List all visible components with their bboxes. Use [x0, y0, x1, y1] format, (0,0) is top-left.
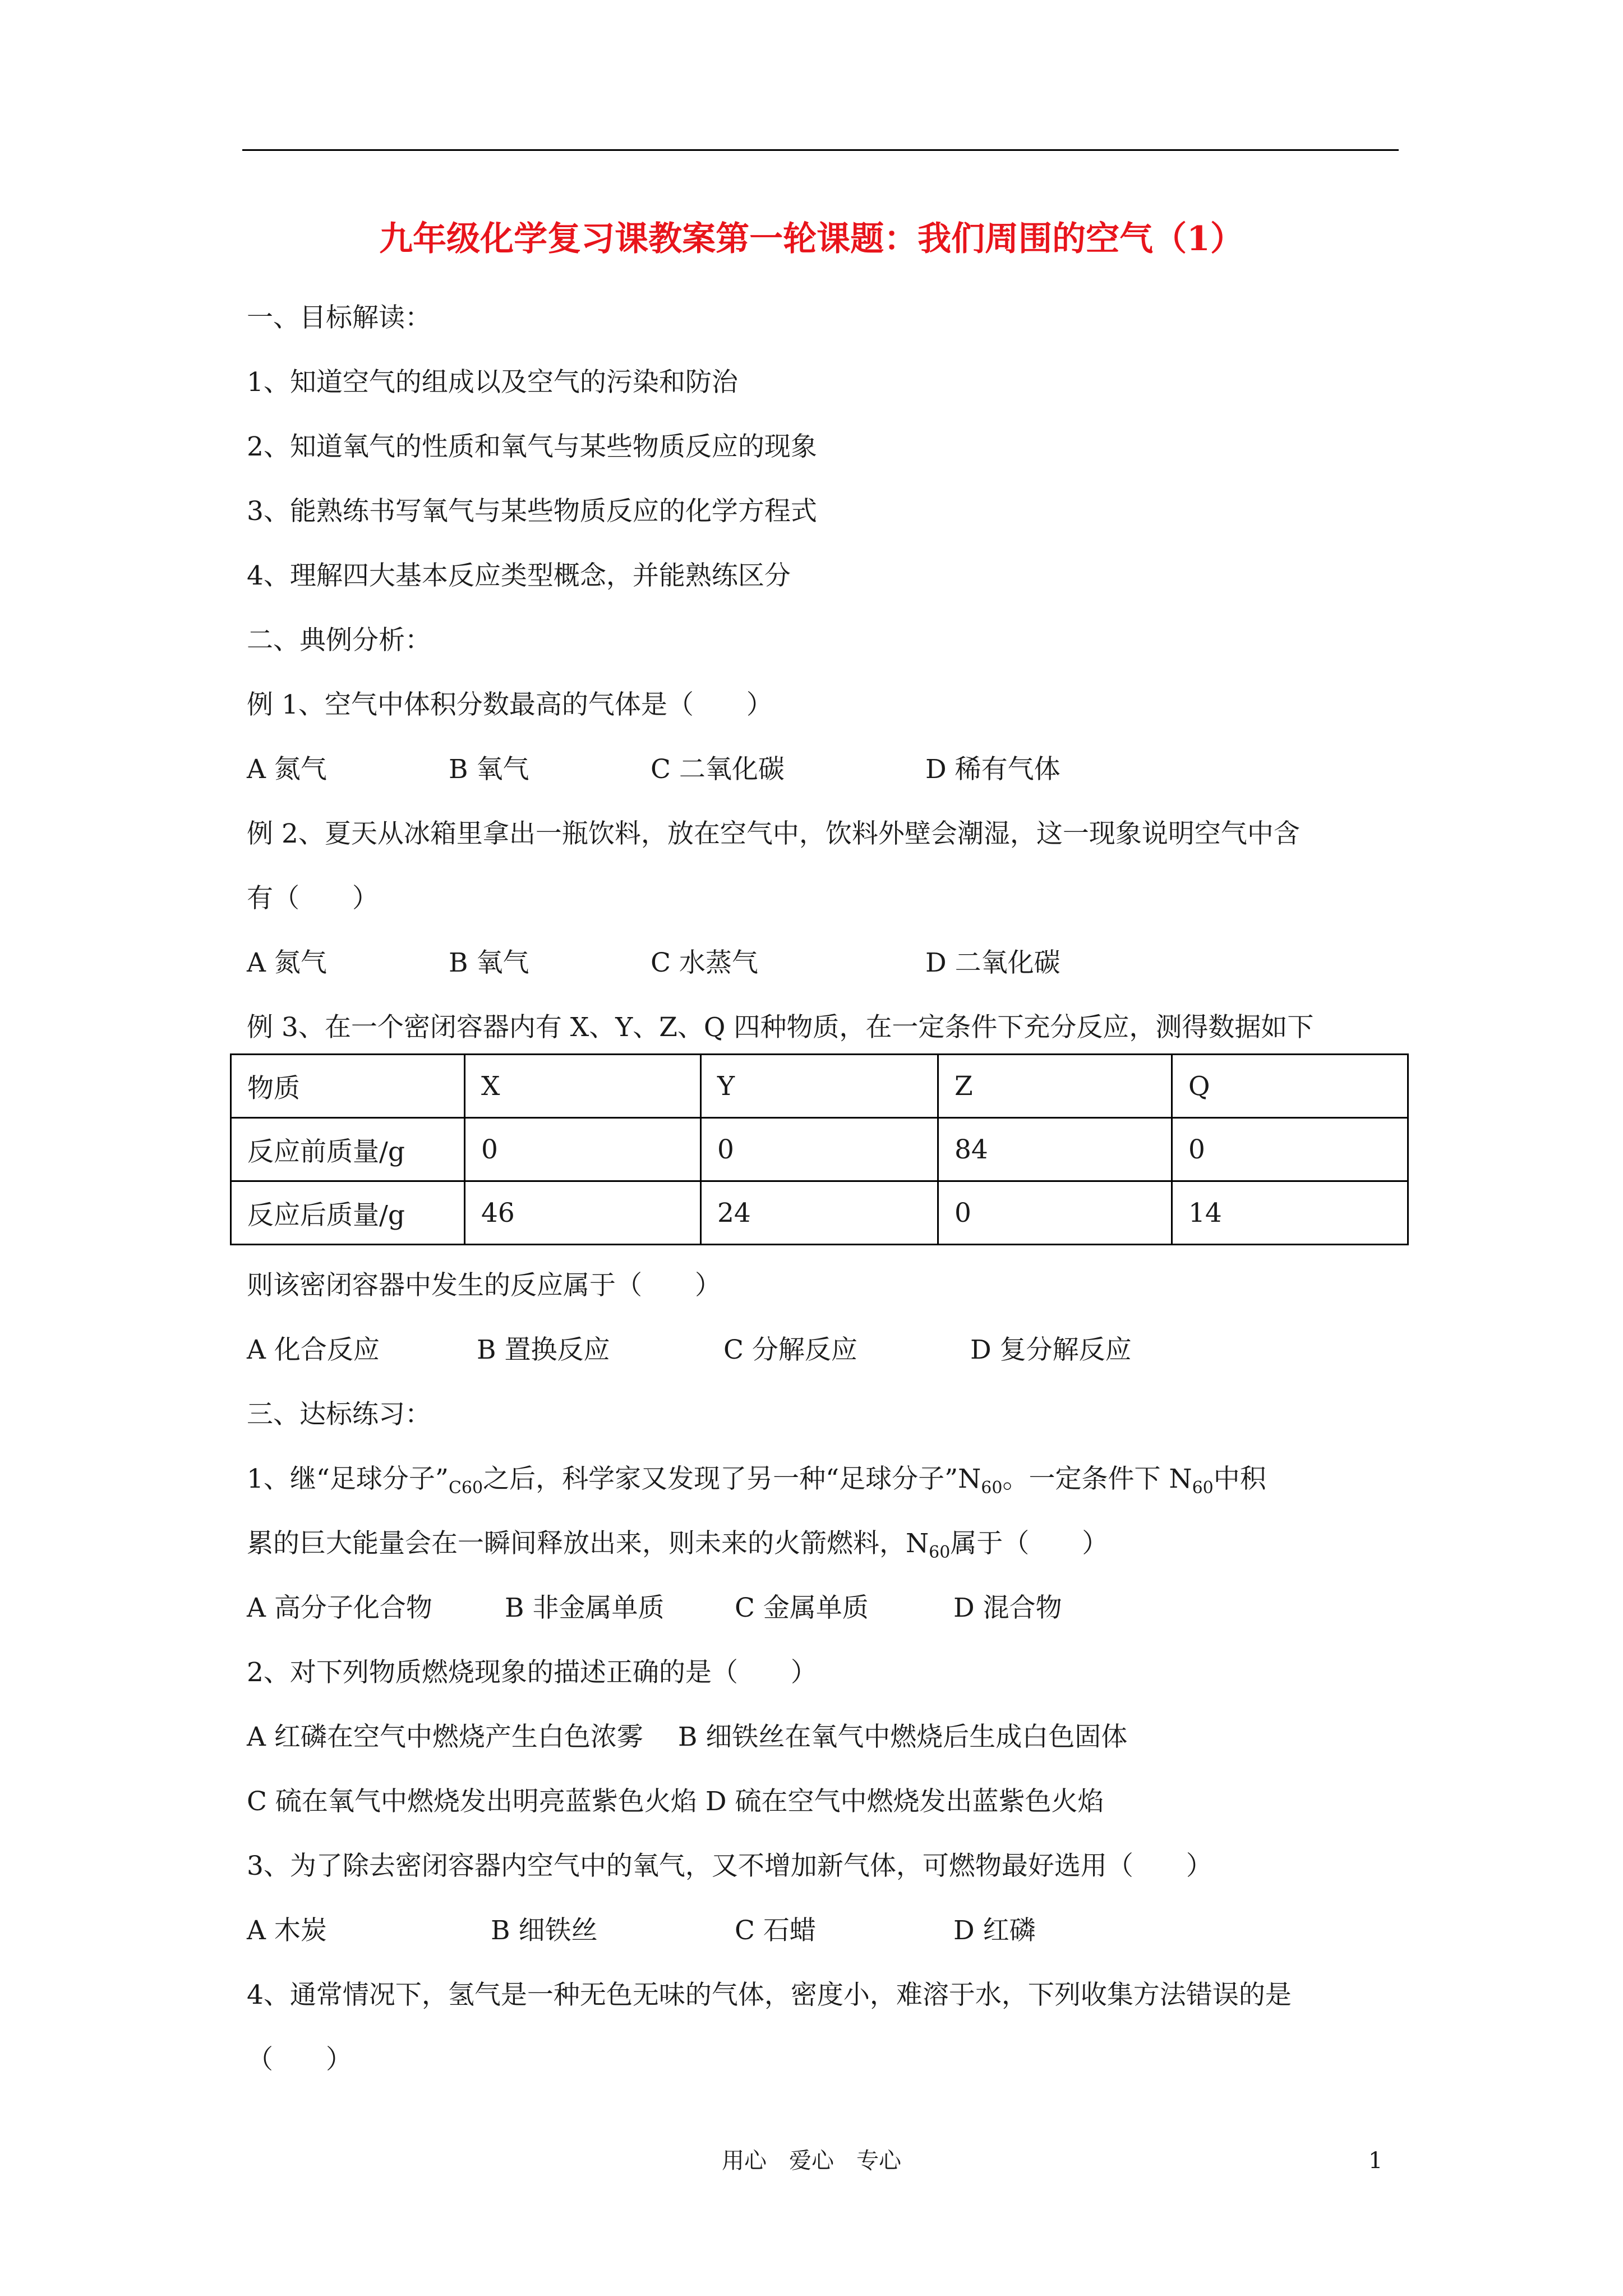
practice-2-options-cd: C 硫在氧气中燃烧发出明亮蓝紫色火焰 D 硫在空气中燃烧发出蓝紫色火焰 — [247, 1786, 1104, 1817]
table-cell: 0 — [938, 1181, 1172, 1245]
section-heading-goals: 一、目标解读： — [247, 302, 431, 333]
practice-3-option-b: B 细铁丝 — [491, 1915, 598, 1946]
goal-item-1: 1、知道空气的组成以及空气的污染和防治 — [247, 367, 738, 398]
example-2-question-line2: 有（ ） — [247, 883, 379, 914]
table-cell: 46 — [465, 1181, 701, 1245]
goal-item-3: 3、能熟练书写氧气与某些物质反应的化学方程式 — [247, 496, 817, 527]
practice-1-question-line2: 累的巨大能量会在一瞬间释放出来，则未来的火箭燃料，$N_{60}$属于（ ） — [247, 1528, 1109, 1562]
practice-4-blank: （ ） — [247, 2044, 352, 2075]
table-header-row — [231, 1055, 1408, 1118]
table-header-cell: 物质 — [231, 1055, 465, 1118]
reaction-data-table — [230, 1053, 1409, 1245]
example-2-question-line1: 例 2、夏天从冰箱里拿出一瓶饮料，放在空气中，饮料外壁会潮湿，这一现象说明空气中含 — [247, 818, 1300, 849]
practice-1-option-b: B 非金属单质 — [505, 1593, 665, 1623]
footer-motto: 用心 爱心 专心 — [722, 2148, 901, 2174]
page-number: 1 — [1368, 2148, 1383, 2174]
example-3-question: 例 3、在一个密闭容器内有 X、Y、Z、Q 四种物质，在一定条件下充分反应，测得数据如下 — [247, 1012, 1314, 1043]
table-cell: 0 — [1172, 1118, 1408, 1181]
practice-3-question: 3、为了除去密闭容器内空气中的氧气，又不增加新气体，可燃物最好选用（ ） — [247, 1851, 1212, 1881]
example-3-followup: 则该密闭容器中发生的反应属于（ ） — [247, 1270, 721, 1301]
example-2-option-c: C 水蒸气 — [651, 947, 758, 978]
table-cell: 84 — [938, 1118, 1172, 1181]
example-1-option-d: D 稀有气体 — [925, 754, 1061, 785]
table-cell: 24 — [701, 1181, 938, 1245]
example-1-option-b: B 氧气 — [449, 754, 529, 785]
section-heading-examples: 二、典例分析： — [247, 625, 431, 656]
table-row — [231, 1118, 1408, 1181]
example-3-option-d: D 复分解反应 — [970, 1335, 1132, 1365]
header-rule — [242, 149, 1399, 151]
example-1-question: 例 1、空气中体积分数最高的气体是（ ） — [247, 689, 773, 720]
practice-2-options-ab: A 红磷在空气中燃烧产生白色浓雾 B 细铁丝在氧气中燃烧后生成白色固体 — [247, 1722, 1128, 1752]
example-3-option-c: C 分解反应 — [723, 1335, 857, 1365]
example-2-option-b: B 氧气 — [449, 947, 529, 978]
example-1-option-c: C 二氧化碳 — [651, 754, 785, 785]
goal-item-2: 2、知道氧气的性质和氧气与某些物质反应的现象 — [247, 431, 817, 462]
document-title: 九年级化学复习课教案第一轮课题：我们周围的空气（1） — [379, 219, 1244, 259]
practice-1-option-d: D 混合物 — [953, 1593, 1062, 1623]
section-heading-practice: 三、达标练习： — [247, 1399, 431, 1430]
example-3-option-a: A 化合反应 — [247, 1335, 380, 1365]
table-cell: 0 — [701, 1118, 938, 1181]
example-1-option-a: A 氮气 — [247, 754, 327, 785]
practice-2-question: 2、对下列物质燃烧现象的描述正确的是（ ） — [247, 1657, 817, 1688]
table-cell: 0 — [465, 1118, 701, 1181]
practice-1-option-a: A 高分子化合物 — [247, 1593, 432, 1623]
practice-4-question: 4、通常情况下，氢气是一种无色无味的气体，密度小，难溶于水，下列收集方法错误的是 — [247, 1980, 1292, 2010]
table-row — [231, 1181, 1408, 1245]
table-cell: 14 — [1172, 1181, 1408, 1245]
table-header-cell: Y — [701, 1055, 938, 1118]
example-2-option-a: A 氮气 — [247, 947, 327, 978]
practice-3-option-c: C 石蜡 — [735, 1915, 816, 1946]
table-header-cell: Q — [1172, 1055, 1408, 1118]
goal-item-4: 4、理解四大基本反应类型概念，并能熟练区分 — [247, 560, 791, 591]
example-2-option-d: D 二氧化碳 — [925, 947, 1061, 978]
table-header-cell: X — [465, 1055, 701, 1118]
practice-3-option-d: D 红磷 — [953, 1915, 1036, 1946]
practice-3-option-a: A 木炭 — [247, 1915, 327, 1946]
table-cell: 反应前质量/g — [231, 1118, 465, 1181]
practice-1-question-line1: 1、继“足球分子$”_{C60}$之后，科学家又发现了另一种“足球分子$”N_{60}$。一定条件下 $N_{60}$中积 — [247, 1464, 1266, 1498]
practice-1-option-c: C 金属单质 — [735, 1593, 869, 1623]
table-header-cell: Z — [938, 1055, 1172, 1118]
table-cell: 反应后质量/g — [231, 1181, 465, 1245]
example-3-option-b: B 置换反应 — [477, 1335, 610, 1365]
